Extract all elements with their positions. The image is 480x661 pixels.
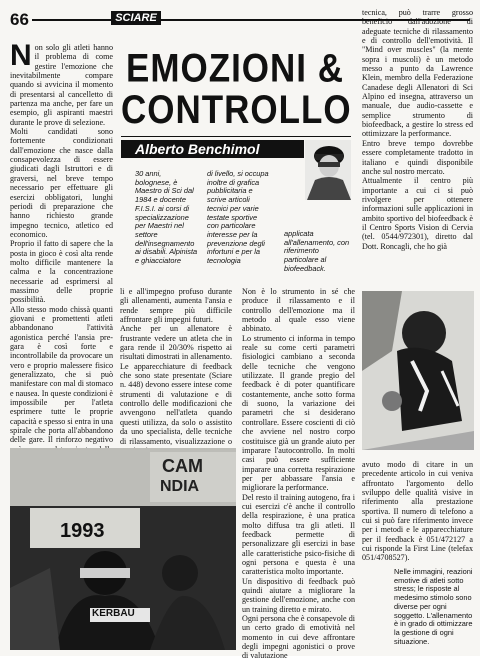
photo-caption: Nelle immagini, reazioni emotive di atleti sotto stress; le risposte al medesimo stimolo sono diverse per ogni soggetto. L'allenamento è in grado di ottimizzare la gestione di ogni situazione. [394, 567, 473, 646]
section-label: SCIARE [111, 11, 161, 25]
banner-text-2: NDIA [160, 478, 200, 495]
banner-text-1: CAM [162, 456, 203, 476]
article-column-4-top: tecnica, può trarre grosso beneficio dall'adozione di adeguate tecniche di rilassamento e di controllo dell'emotività. Il "Mind over muscles" (la mente sopra i muscoli) è un metodo messo a punto da Lawrence Klein, membro della Federazione Canadese degli Allenatori di Sci Alpino ed insegna, attraverso un manuale, due audio-cassette e semplice strumento di biofeedback, a gestire lo stress ed ottimizzare la performance. Entro breve tempo dovrebbe essere completamente tradotto in italiano e quindi disponibile anche sul nostro mercato. Attualmente il centro più importante a cui ci si può rivolgere per ottenere informazioni sulle applicazioni in ambito sportivo del biofeedback è il Centro Sports Vision di Cervia (tel. 0544/972301), diretto dal Dott. Roncagli, che ho già [362, 8, 473, 251]
author-bio-2: di livello, si occupa inoltre di grafica pubblicitaria e scrive articoli tecnici per varie testate sportive con particolare interesse per la prevenzione degli infortuni e per la tecnologia [207, 169, 269, 266]
title-rule [121, 136, 351, 137]
title-line-1: EMOZIONI & [125, 45, 345, 91]
article-column-3: Non è lo strumento in sé che produce il rilassamento e il controllo dell'emozione ma il metodo al quale esso viene abbinato. Lo strumento ci informa in tempo reale su come certi parametri fisiologici cambiano a seconda delle tecniche che vengono utilizzate. Il grande pregio del feedback è di poter quantificare costantemente, anche sotto forma di suono, la variazione dei parametri che si desiderano controllare. Essere coscienti di ciò che avviene nel nostro corpo costituisce già un grande aiuto per imparare l'autocontrollo. In molti casi può essere sufficiente imparare una corretta respirazione per per abbassare l'ansia e migliorare la performance. Del resto il training autogeno, fra i cui esercizi c'è anche il controllo della respirazione, è una pratica molto diffusa tra gli atleti. Il feedback permette di personalizzare gli esercizi in base alle caratteristiche psico-fisiche di ogni persona e questa è una caratteristica molto importante. Un dispositivo di feedback può quindi aiutare a migliorare la gestione dell'emozione, anche con un training diretto e mirato. Ogni persona che è consapevole di un certo grado di emotività nel momento in cui deve affrontare degli impegni agonistici o prove di valutazione [242, 287, 355, 661]
author-bio-3: applicata all'allenamento, con riferimento particolare al biofeedback. [284, 229, 350, 273]
article-text-1: on solo gli atleti hanno il problema di come gestire l'emozione che inevitabilmente compare quando si avvicina il momento di presentarsi al cancelletto di partenza ma anche, per fare un esempio, gli aspiranti maestri durante le prove di selezione. Molti candidati sono fortemente condizionati dall'emozione che nasce dalla consapevolezza di essere giudicati dagli Istruttori e di graversi, nel breve tempo necessario per effettuare gli esercizi obbligatori, lunghi periodi di preparazione che hanno richiesto grande impegno tecnico, atletico ed economico. Proprio il fatto di sapere che la posta in gioco è così alta rende molto difficile mantenere la calma e la concentrazione necessarie ad esprimersi al massimo delle proprie possibilità. Allo stesso modo chissà quanti giovani e promettenti atleti abbandonano l'attività agonistica perché l'ansia pre-gara è così forte e incontrollabile da provocare un vero e proprio malessere fisico generalizzato, che si può manifestare con mal di stomaco e nausea. In queste condizioni è impossibile per l'atleta esprimere tutte le proprie capacità e spesso si entra in una spirale che porta all'abbandono delle gare. Il rinforzo negativo [10, 43, 113, 445]
athletes-scene-icon [10, 448, 236, 650]
author-bio-1: 30 anni, bolognese, è Maestro di Sci dal 1984 e docente F.I.S.I. ai corsi di specializzazione per Maestri nel settore dell'insegnamento ai disabili. Alpinista e ghiacciatore [135, 169, 198, 266]
page-number: 66 [10, 10, 29, 29]
drop-cap: N [10, 39, 32, 72]
article-column-4-bottom: avuto modo di citare in un precedente articolo in cui veniva affrontato l'argomento dello sviluppo delle qualità visive in riferimento alla prestazione sportiva. Il numero di telefono a cui si può fare riferimento invece per i metodi e le apparecchiature per il feedback è 051/472127 a cui risponde la First Line (telefax 051/4708527). [362, 460, 473, 563]
article-title [121, 45, 352, 132]
article-column-2: li e all'impegno profuso durante gli allenamenti, aumenta l'ansia e rende sempre più difficile affrontare gli impegni futuri. Anche per un allenatore è frustrante vedere un atleta che in gara rende il 20/30% rispetto ai risultati dimostrati in allenamento. Le apparecchiature di feedback che sono state presentate (Sciare n. 448) devono essere intese come strumenti di valutazione e di controllo delle modificazioni che avvengono nell'atleta quando questi utilizza, da solo o assistito da uno specialista, delle tecniche di rilassamento, visualizzazione o [120, 287, 232, 446]
skier-silhouette-icon [362, 291, 474, 450]
author-byline: Alberto Benchimol [121, 140, 304, 158]
banner-year-text: 1993 [60, 520, 105, 542]
bib-text: KERBAU [92, 608, 135, 619]
athletes-celebration-photo [10, 448, 236, 650]
athlete-photo-skier [362, 291, 474, 450]
author-portrait-icon [305, 140, 351, 200]
title-line-2: CONTROLLO [121, 87, 352, 132]
author-photo [305, 140, 351, 200]
